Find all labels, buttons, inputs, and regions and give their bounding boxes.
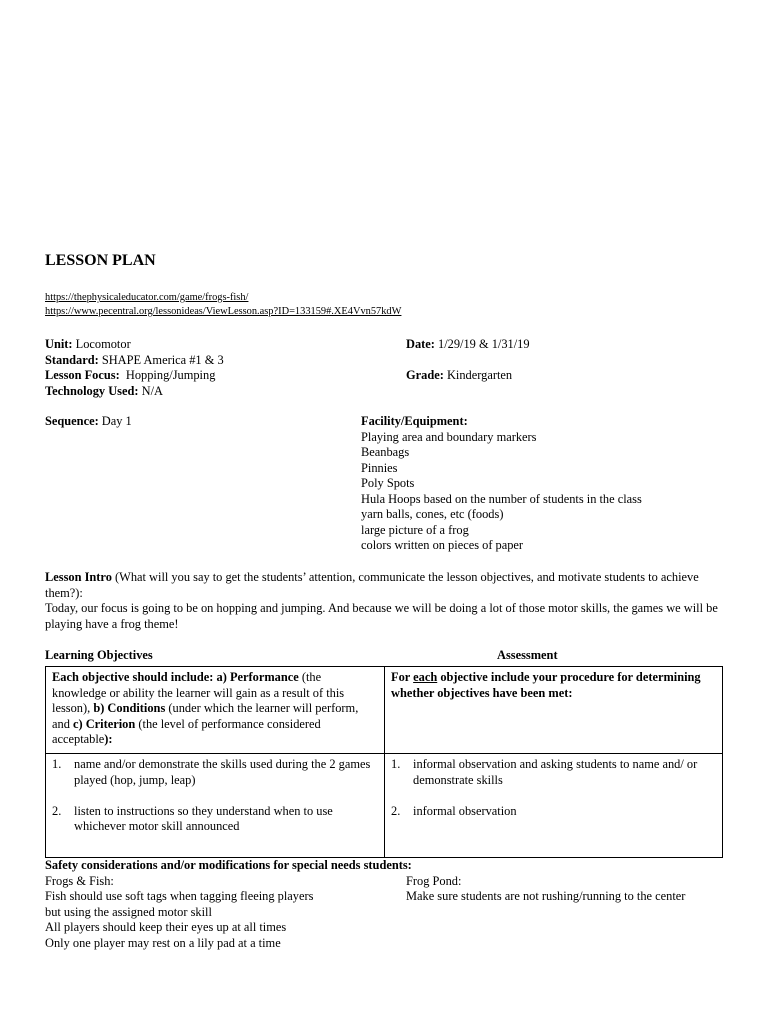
lesson-intro-question: (What will you say to get the students’ attention, communicate the lesson objectives, and motivate students to achieve them?):	[45, 570, 699, 600]
assessment-text: informal observation	[413, 803, 517, 818]
equipment-item: colors written on pieces of paper	[361, 538, 524, 552]
date-value: 1/29/19 & 1/31/19	[434, 337, 530, 351]
sequence-label: Sequence:	[45, 414, 99, 428]
lesson-intro	[45, 570, 725, 632]
standard-row	[45, 353, 224, 369]
objective-text: listen to instructions so they understand when to use whichever motor skill announced	[74, 803, 333, 833]
grade-label: Grade:	[406, 368, 444, 382]
objective-text: name and/or demonstrate the skills used during the 2 games played (hop, jump, leap)	[74, 757, 371, 787]
focus-label: Lesson Focus:	[45, 368, 120, 382]
tech-value: N/A	[138, 383, 163, 398]
safety-right-title: Frog Pond:	[406, 873, 462, 888]
unit-label: Unit:	[45, 337, 73, 351]
assessment-number: 1.	[391, 757, 401, 771]
criterion-label: c) Criterion	[73, 716, 136, 731]
tech-label: Technology Used:	[45, 383, 139, 398]
equipment-heading: Facility/Equipment:	[361, 414, 468, 428]
tech-row	[45, 384, 163, 400]
safety-left-line: All players should keep their eyes up at all times	[45, 920, 287, 934]
assessment-instructions	[385, 667, 723, 754]
assessment-list-cell	[385, 754, 723, 858]
criterion-end: ):	[104, 732, 113, 746]
focus-row	[45, 368, 215, 384]
equipment-item: Beanbags	[361, 445, 410, 459]
assessment-item	[391, 804, 716, 820]
objectives-list-cell	[46, 754, 385, 858]
assessment-text: informal observation and asking students to name and/ or demonstrate skills	[413, 757, 698, 787]
link-frogs-fish[interactable]: https://thephysicaleducator.com/game/frogs-fish/	[45, 292, 249, 303]
performance-desc: (the knowledge or ability the learner will gain as a result of this lesson),	[52, 670, 345, 715]
equipment-item: Poly Spots	[361, 476, 415, 490]
lesson-intro-label: Lesson Intro	[45, 570, 112, 584]
safety-left-line: Only one player may rest on a lily pad at a time	[45, 935, 281, 950]
safety-frog-pond	[406, 874, 685, 905]
grade-value: Kindergarten	[443, 368, 513, 382]
assessment-instr-a: For	[391, 670, 414, 684]
equipment-list	[361, 430, 642, 554]
assessment-instr-c: objective include your procedure for determining whether objectives have been met:	[391, 670, 701, 700]
page-title: LESSON PLAN	[45, 252, 156, 269]
standard-label: Standard:	[45, 352, 99, 367]
assessment-item	[391, 757, 716, 788]
objective-item	[52, 804, 378, 835]
objective-item	[52, 757, 378, 788]
lesson-intro-text: Today, our focus is going to be on hopping and jumping. And because we will be doing a lot of those motor skills, the games we will be playing have a frog theme!	[45, 601, 718, 631]
safety-frogs-fish	[45, 874, 313, 952]
assessment-heading: Assessment	[497, 648, 558, 662]
link-pecentral[interactable]: https://www.pecentral.org/lessonideas/ViewLesson.asp?ID=133159#.XE4Vvn57kdW	[45, 306, 402, 317]
date-row	[406, 337, 530, 353]
equipment-item: yarn balls, cones, etc (foods)	[361, 507, 504, 521]
table-row	[46, 754, 723, 858]
safety-left-title: Frogs & Fish:	[45, 873, 114, 888]
performance-label: Each objective should include: a) Performance	[52, 670, 299, 684]
table-header-row	[46, 667, 723, 754]
safety-left-line: Fish should use soft tags when tagging fleeing players	[45, 889, 314, 903]
objectives-instructions	[46, 667, 385, 754]
equipment-item: large picture of a frog	[361, 522, 469, 537]
assessment-number: 2.	[391, 803, 401, 818]
unit-value: Locomotor	[72, 337, 131, 351]
safety-left-line: but using the assigned motor skill	[45, 904, 212, 919]
conditions-label: b) Conditions	[93, 701, 166, 715]
conditions-desc: (under which the learner will perform, and	[52, 701, 359, 731]
safety-heading: Safety considerations and/or modifications for special needs students:	[45, 858, 412, 872]
focus-value: Hopping/Jumping	[119, 368, 216, 382]
unit-row	[45, 337, 131, 353]
lesson-intro-prompt	[45, 570, 725, 601]
equipment-item: Playing area and boundary markers	[361, 429, 537, 444]
learning-objectives-heading: Learning Objectives	[45, 648, 153, 662]
assessment-instr-each: each	[413, 670, 438, 684]
objective-number: 1.	[52, 757, 62, 771]
safety-right-line: Make sure students are not rushing/running to the center	[406, 889, 686, 903]
date-label: Date:	[406, 337, 435, 351]
equipment-item: Hula Hoops based on the number of students in the class	[361, 491, 642, 506]
sequence-row	[45, 414, 132, 430]
sequence-value: Day 1	[98, 414, 132, 428]
grade-row	[406, 368, 512, 384]
objectives-table	[45, 666, 723, 858]
objective-number: 2.	[52, 803, 62, 818]
equipment-section	[361, 414, 642, 554]
equipment-item: Pinnies	[361, 460, 398, 475]
criterion-desc: (the level of performance considered acceptable	[52, 716, 321, 746]
standard-value: SHAPE America #1 & 3	[98, 352, 224, 367]
